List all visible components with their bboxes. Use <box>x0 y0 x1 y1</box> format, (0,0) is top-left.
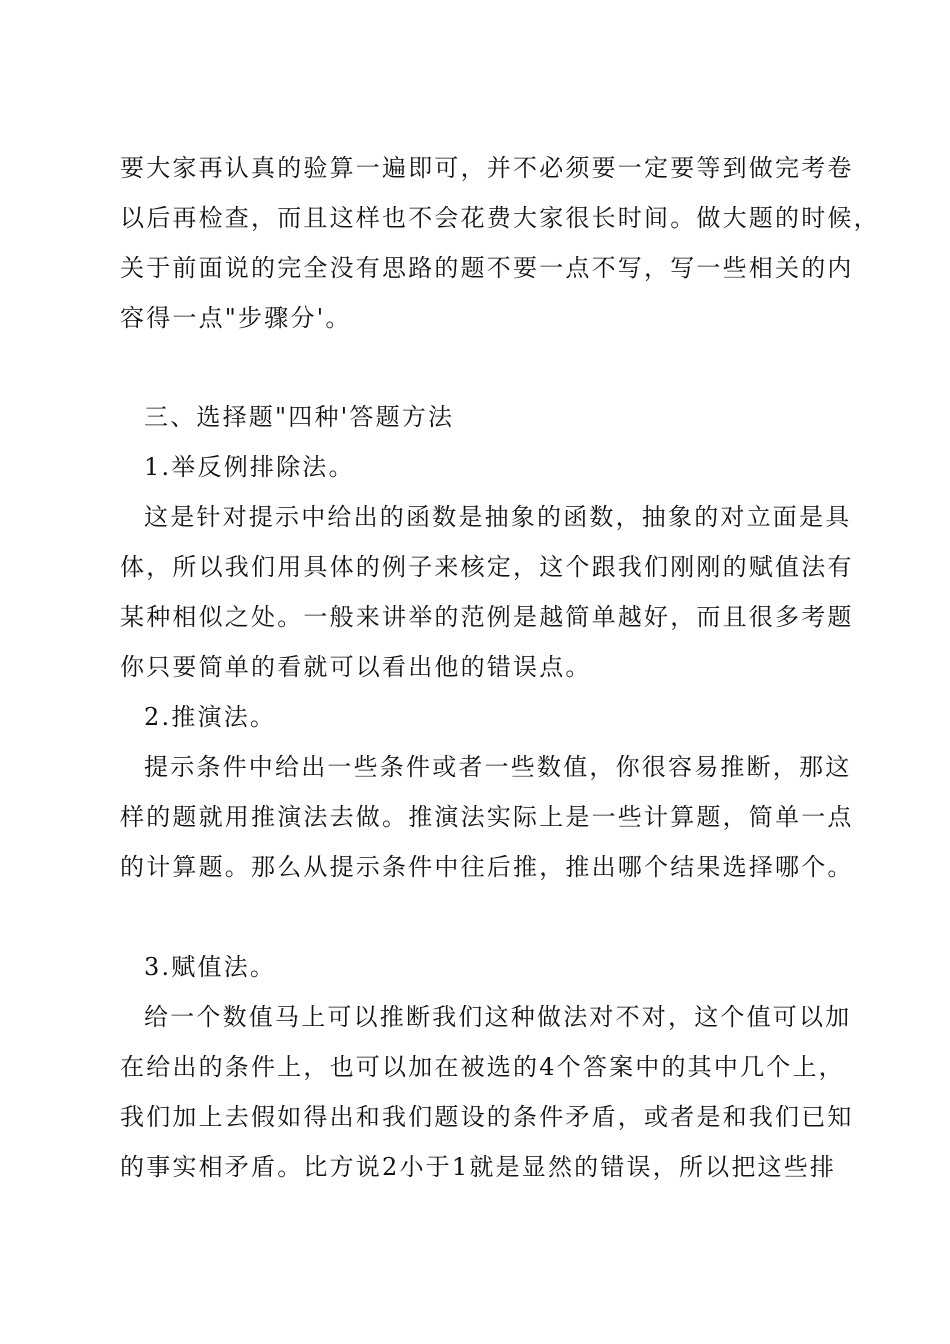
text-line: 容得一点"步骤分'。 <box>120 304 352 332</box>
text-line: 要大家再认真的验算一遍即可，并不必须要一定要等到做完考卷 <box>120 154 854 182</box>
subheading: 3.赋值法。 <box>144 953 277 981</box>
text-line: 样的题就用推演法去做。推演法实际上是一些计算题，简单一点 <box>120 803 854 831</box>
text-line: 关于前面说的完全没有思路的题不要一点不写，写一些相关的内 <box>120 254 854 282</box>
text-line: 的事实相矛盾。比方说2小于1就是显然的错误，所以把这些排 <box>120 1153 837 1181</box>
section-heading: 三、选择题"四种'答题方法 <box>144 403 455 431</box>
text-line: 在给出的条件上，也可以加在被选的4个答案中的其中几个上， <box>120 1053 845 1081</box>
text-line: 提示条件中给出一些条件或者一些数值，你很容易推断，那这 <box>144 753 852 781</box>
subheading: 1.举反例排除法。 <box>144 453 355 481</box>
text-line: 给一个数值马上可以推断我们这种做法对不对，这个值可以加 <box>144 1003 852 1031</box>
text-line: 这是针对提示中给出的函数是抽象的函数，抽象的对立面是具 <box>144 503 852 531</box>
text-line: 某种相似之处。一般来讲举的范例是越简单越好，而且很多考题 <box>120 603 854 631</box>
text-line: 我们加上去假如得出和我们题设的条件矛盾，或者是和我们已知 <box>120 1103 854 1131</box>
text-line: 你只要简单的看就可以看出他的错误点。 <box>120 653 592 681</box>
subheading: 2.推演法。 <box>144 703 277 731</box>
text-line: 以后再检查，而且这样也不会花费大家很长时间。做大题的时候， <box>120 204 880 232</box>
text-line: 体，所以我们用具体的例子来核定，这个跟我们刚刚的赋值法有 <box>120 553 854 581</box>
text-line: 的计算题。那么从提示条件中往后推，推出哪个结果选择哪个。 <box>120 853 854 881</box>
